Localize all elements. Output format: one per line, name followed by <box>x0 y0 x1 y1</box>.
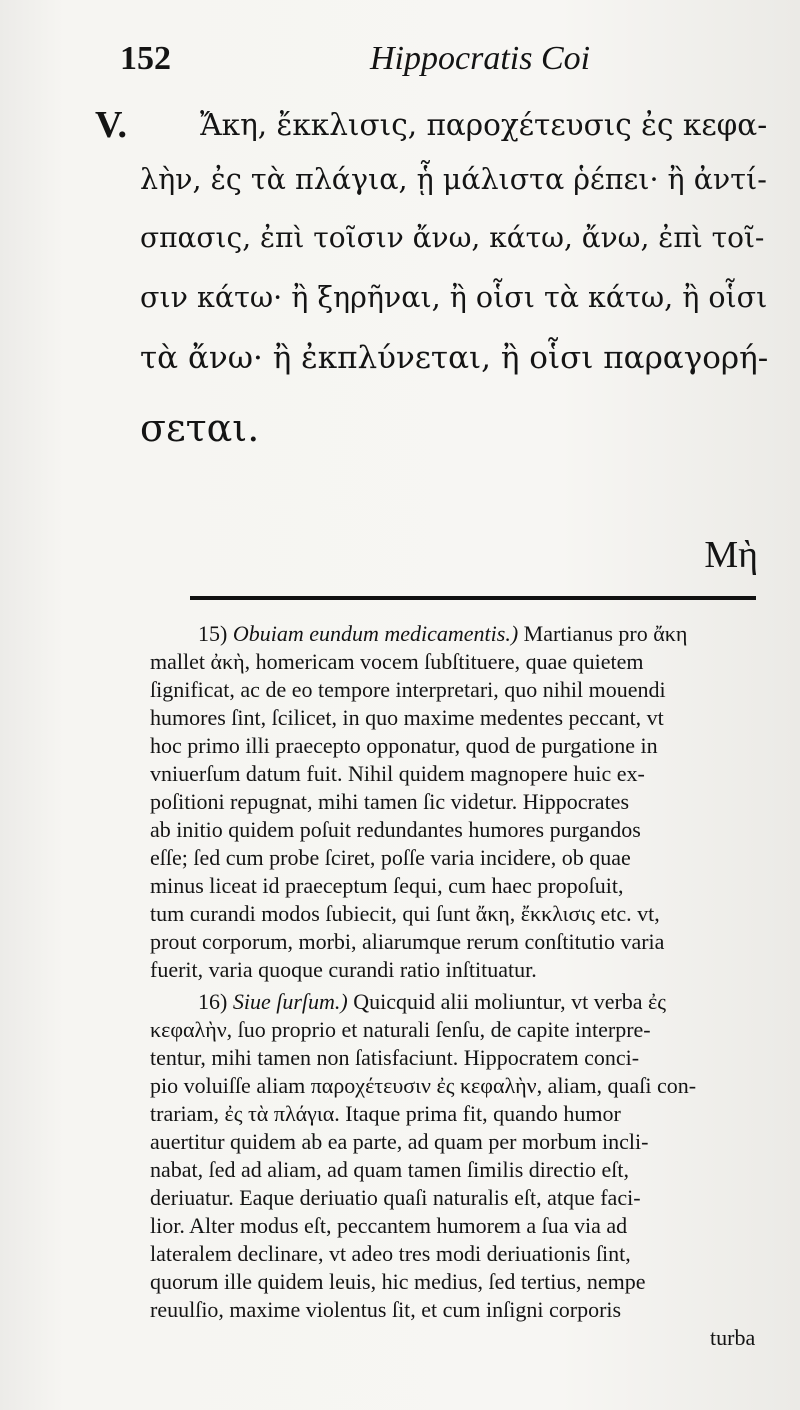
note-15-marker: 15) <box>198 621 228 646</box>
note-line: pio voluiſſe aliam παροχέτευσιν ἐς κεφαλὴν, aliam, quaſi con- <box>150 1073 697 1098</box>
catchword: Μὴ <box>704 534 758 576</box>
note-line: lateralem declinare, vt adeo tres modi deriuationis ſint, <box>150 1241 631 1266</box>
note-line: hoc primo illi praecepto opponatur, quod de purgatione in <box>150 733 658 758</box>
greek-line: σιν κάτω· ἢ ξηρῆναι, ἢ οἷσι τὰ κάτω, ἢ οἷσι <box>140 281 768 314</box>
note-15-lemma: Obuiam eundum medicamentis.) <box>232 621 519 646</box>
note-line: prout corporum, morbi, aliarumque rerum conſtitutio varia <box>150 929 665 954</box>
note-line: trariam, ἐς τὰ πλάγια. Itaque prima fit, quando humor <box>150 1101 621 1126</box>
note-line: reuulſio, maxime violentus ſit, et cum inſigni corporis <box>150 1297 622 1322</box>
note-line: nabat, ſed ad aliam, ad quam tamen ſimilis directio eſt, <box>150 1157 629 1182</box>
note-16-text: Quicquid alii moliuntur, vt verba ἐς <box>353 989 667 1014</box>
note-line: tentur, mihi tamen non ſatisfaciunt. Hippocratem conci- <box>150 1045 640 1070</box>
note-line: poſitioni repugnat, mihi tamen ſic videtur. Hippocrates <box>150 789 630 814</box>
note-16-lemma: Siue ſurſum.) <box>232 989 348 1014</box>
aphorism-number: V. <box>95 104 128 146</box>
note-line: quorum ille quidem leuis, hic medius, ſed tertius, nempe <box>150 1269 646 1294</box>
note-line: vniuerſum datum fuit. Nihil quidem magnopere huic ex- <box>150 761 645 786</box>
note-line: lior. Alter modus eſt, peccantem humorem a ſua via ad <box>150 1213 628 1238</box>
note-catchword: turba <box>710 1325 756 1350</box>
page-header <box>0 40 800 90</box>
note-line: eſſe; ſed cum probe ſciret, poſſe varia incidere, ob quae <box>150 845 631 870</box>
greek-line: τὰ ἄνω· ἢ ἐκπλύνεται, ἢ οἷσι παραγορή- <box>140 340 769 376</box>
note-line: tum curandi modos ſubiecit, qui ſunt ἄκη, ἔκκλισις etc. vt, <box>150 901 660 926</box>
note-line: mallet ἀκὴ, homericam vocem ſubſtituere, quae quietem <box>150 649 644 674</box>
greek-line: σπασις, ἐπὶ τοῖσιν ἄνω, κάτω, ἄνω, ἐπὶ τοῖ- <box>140 221 765 254</box>
note-line: deriuatur. Eaque deriuatio quaſi naturalis eſt, atque faci- <box>150 1185 641 1210</box>
greek-line: σεται. <box>140 406 260 450</box>
note-line: ab initio quidem poſuit redundantes humores purgandos <box>150 817 641 842</box>
running-title: Hippocratis Coi <box>370 40 591 77</box>
note-15-first-line <box>198 620 687 648</box>
footnote-rule <box>190 596 756 600</box>
note-line: fuerit, varia quoque curandi ratio inſtituatur. <box>150 957 537 982</box>
greek-line: Ἄκη, ἔκκλισις, παροχέτευσις ἐς κεφα- <box>200 108 768 142</box>
note-16-marker: 16) <box>198 989 228 1014</box>
note-line: minus liceat id praeceptum ſequi, cum haec propoſuit, <box>150 873 624 898</box>
note-line: humores ſint, ſcilicet, in quo maxime medentes peccant, vt <box>150 705 664 730</box>
note-line: κεφαλὴν, ſuo proprio et naturali ſenſu, de capite interpre- <box>150 1017 651 1042</box>
page-number: 152 <box>120 40 171 77</box>
note-15-text: Martianus pro ἄκη <box>523 621 688 646</box>
note-16-first-line <box>198 988 666 1016</box>
note-line: auertitur quidem ab ea parte, ad quam per morbum incli- <box>150 1129 649 1154</box>
greek-line: λὴν, ἐς τὰ πλάγια, ᾗ μάλιστα ῥέπει· ἢ ἀντί- <box>140 163 767 196</box>
note-line: ſignificat, ac de eo tempore interpretari, quo nihil mouendi <box>150 677 666 702</box>
